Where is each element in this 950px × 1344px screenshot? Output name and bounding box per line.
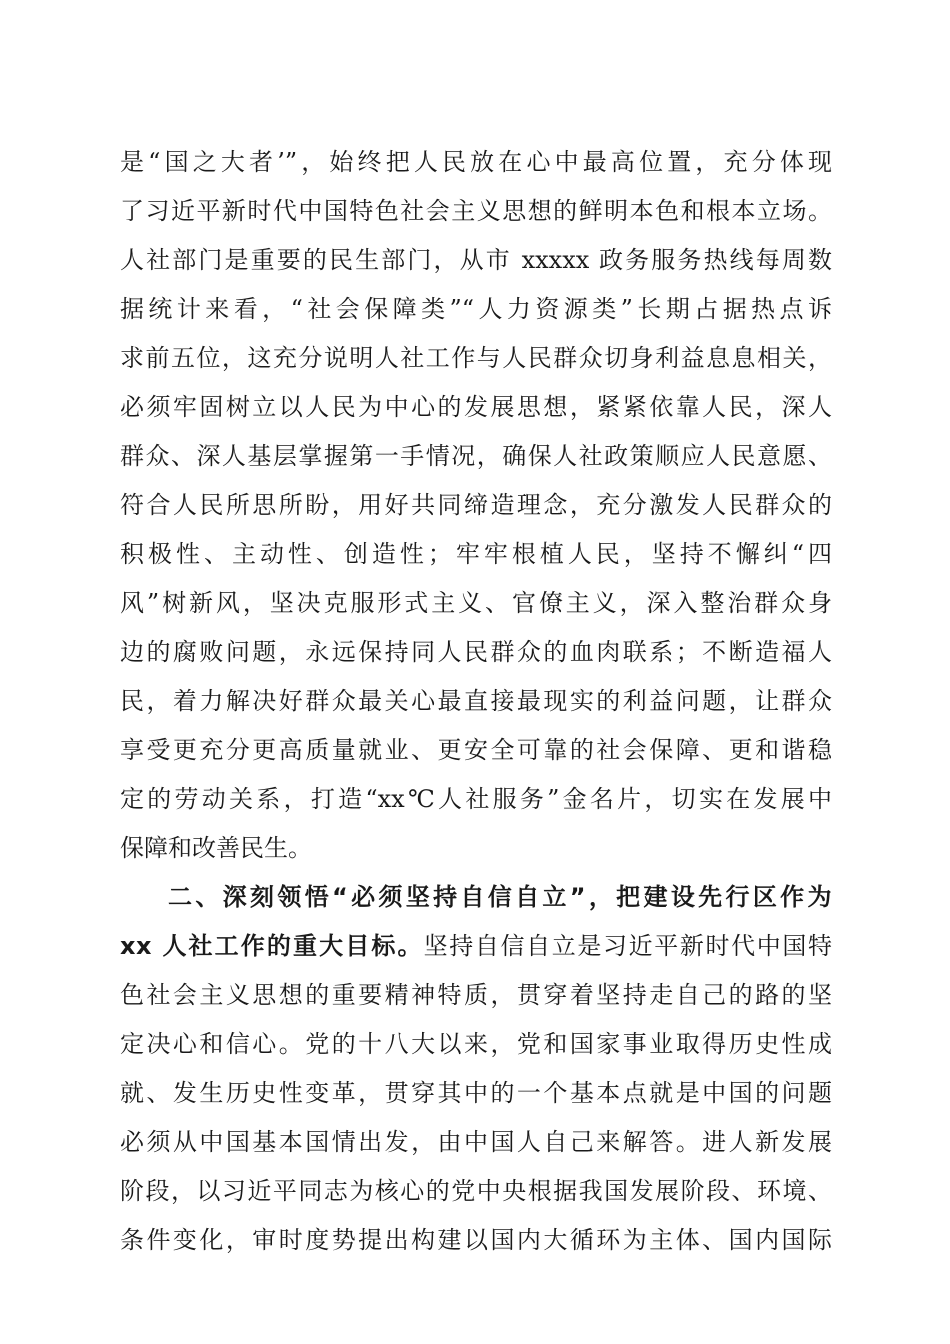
text-line: 保障和改善民生。 — [120, 834, 312, 862]
paragraph-2 — [120, 873, 832, 1265]
text-line: 定的劳动关系，打造“xx℃人社服务”金名片，切实在发展中 — [120, 785, 832, 813]
text-line: 民，着力解决好群众最关心最直接最现实的利益问题，让群众 — [120, 687, 832, 715]
section-heading: 二、深刻领悟“必须坚持自信自立”，把建设先行区作为 — [168, 883, 832, 911]
text-line: 符合人民所思所盼，用好共同缔造理念，充分激发人民群众的 — [120, 491, 832, 519]
text-line: 求前五位，这充分说明人社工作与人民群众切身利益息息相关， — [120, 344, 832, 372]
text-line: 享受更充分更高质量就业、更安全可靠的社会保障、更和谐稳 — [120, 736, 832, 764]
text-line: 人社部门是重要的民生部门，从市 xxxxx 政务服务热线每周数 — [120, 246, 832, 274]
text-line: 色社会主义思想的重要精神特质，贯穿着坚持走自己的路的坚 — [120, 981, 832, 1009]
text-line: 是“国之大者’”，始终把人民放在心中最高位置，充分体现 — [120, 148, 832, 176]
text-line: 了习近平新时代中国特色社会主义思想的鲜明本色和根本立场。 — [120, 197, 832, 225]
text-line: 积极性、主动性、创造性；牢牢根植人民，坚持不懈纠“四 — [120, 540, 832, 568]
text-line — [120, 922, 832, 971]
text-line: 必须从中国基本国情出发，由中国人自己来解答。进人新发展 — [120, 1128, 832, 1156]
text-line: 边的腐败问题，永远保持同人民群众的血肉联系；不断造福人 — [120, 638, 832, 666]
text-line: 条件变化，审时度势提出构建以国内大循环为主体、国内国际 — [120, 1226, 832, 1254]
text-segment: 坚持自信自立是习近平新时代中国特 — [423, 932, 832, 960]
text-line: 就、发生历史性变革，贯穿其中的一个基本点就是中国的问题 — [120, 1079, 832, 1107]
section-heading-continued: xx 人社工作的重大目标。 — [120, 932, 424, 960]
text-line: 风”树新风，坚决克服形式主义、官僚主义，深入整治群众身 — [120, 589, 832, 617]
document-body — [120, 138, 832, 1265]
paragraph-1 — [120, 138, 832, 873]
text-line: 定决心和信心。党的十八大以来，党和国家事业取得历史性成 — [120, 1030, 832, 1058]
text-line: 阶段，以习近平同志为核心的党中央根据我国发展阶段、环境、 — [120, 1177, 832, 1205]
text-line: 必须牢固树立以人民为中心的发展思想，紧紧依靠人民，深人 — [120, 393, 832, 421]
text-line: 群众、深人基层掌握第一手情况，确保人社政策顺应人民意愿、 — [120, 442, 832, 470]
text-line: 据统计来看，“社会保障类”“人力资源类”长期占据热点诉 — [120, 295, 832, 323]
